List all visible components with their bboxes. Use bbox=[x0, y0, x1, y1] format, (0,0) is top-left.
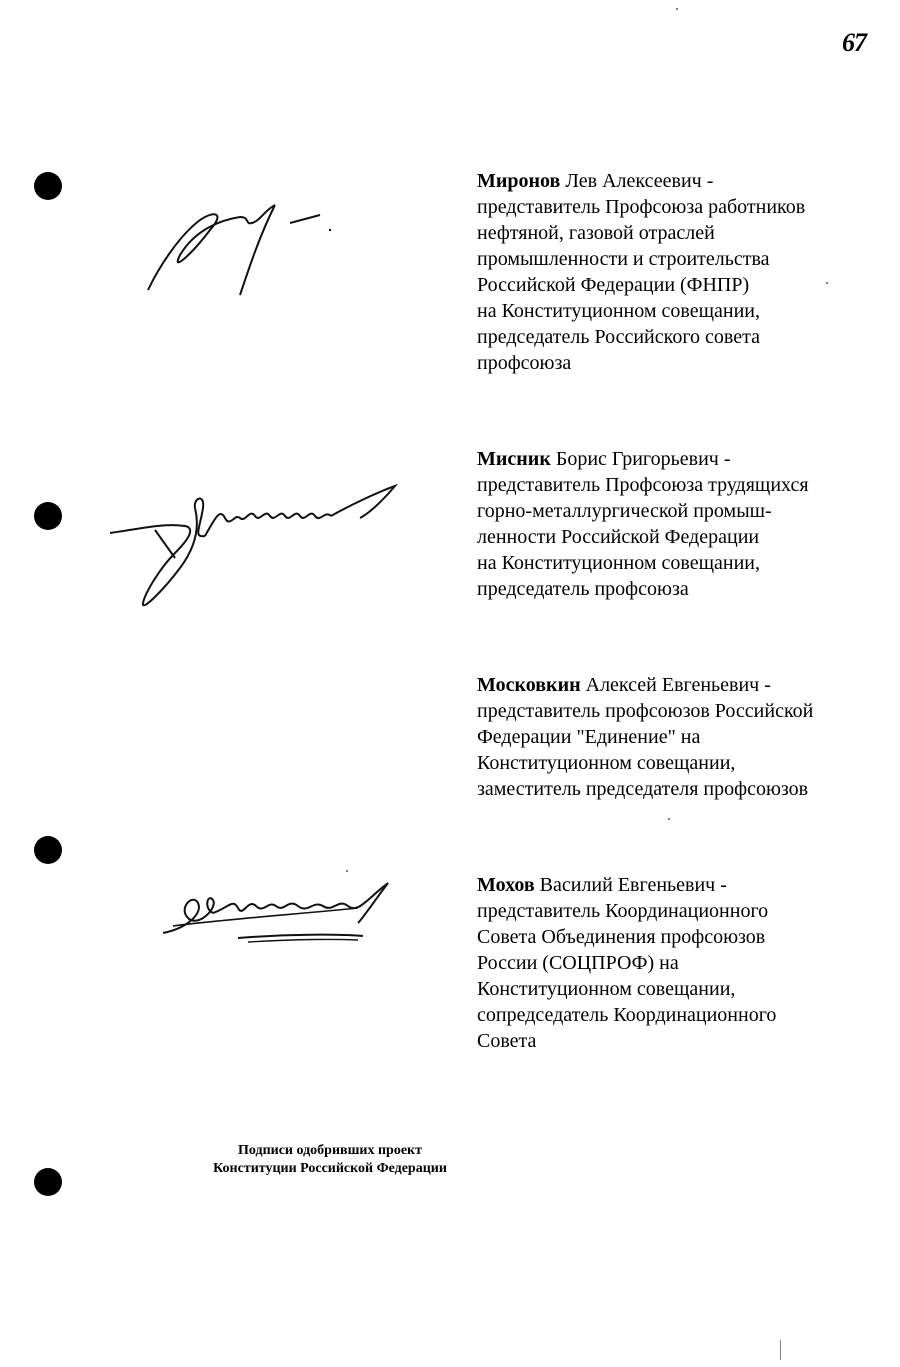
scan-speck bbox=[668, 818, 670, 820]
footer-line-1: Подписи одобривших проект bbox=[238, 1143, 422, 1158]
name-patronymic: Василий Евгеньевич - bbox=[539, 874, 727, 896]
signature-mironov bbox=[140, 195, 340, 300]
surname: Мохов bbox=[477, 874, 535, 896]
surname: Мисник bbox=[477, 448, 551, 470]
name-patronymic: Лев Алексеевич - bbox=[565, 170, 714, 192]
page-number: 67 bbox=[842, 28, 866, 57]
scan-speck bbox=[826, 282, 828, 284]
entry-heading bbox=[477, 168, 877, 194]
entry-heading bbox=[477, 672, 877, 698]
entry-line: представитель Профсоюза трудящихся bbox=[477, 474, 809, 496]
entry-line: горно-металлургической промыш- bbox=[477, 500, 772, 522]
binder-hole-3 bbox=[34, 836, 62, 864]
entry-line: председатель профсоюза bbox=[477, 578, 689, 600]
scan-margin-mark bbox=[780, 1340, 781, 1360]
entry-line: Совета bbox=[477, 1030, 537, 1052]
name-patronymic: Алексей Евгеньевич - bbox=[585, 674, 771, 696]
entry-line: Совета Объединения профсоюзов bbox=[477, 926, 766, 948]
entry-moskovkin bbox=[477, 672, 877, 802]
entry-line: нефтяной, газовой отраслей bbox=[477, 222, 715, 244]
entry-misnik bbox=[477, 446, 877, 602]
signature-mokhov bbox=[158, 878, 398, 948]
entry-line: Конституционном совещании, bbox=[477, 978, 736, 1000]
entry-line: председатель Российского совета bbox=[477, 326, 760, 348]
entry-line: представитель Координационного bbox=[477, 900, 769, 922]
entry-heading bbox=[477, 872, 877, 898]
entry-line: ленности Российской Федерации bbox=[477, 526, 760, 548]
entry-line: заместитель председателя профсоюзов bbox=[477, 778, 809, 800]
footer-caption bbox=[190, 1142, 470, 1178]
entry-line: на Конституционном совещании, bbox=[477, 552, 760, 574]
entry-line: Федерации "Единение" на bbox=[477, 726, 701, 748]
binder-hole-2 bbox=[34, 502, 62, 530]
entry-line: профсоюза bbox=[477, 352, 572, 374]
name-patronymic: Борис Григорьевич - bbox=[555, 448, 731, 470]
scan-speck bbox=[346, 870, 348, 872]
entry-line: представитель профсоюзов Российской bbox=[477, 700, 814, 722]
footer-line-2: Конституции Российской Федерации bbox=[213, 1161, 447, 1176]
scan-speck bbox=[676, 8, 678, 10]
entry-line: сопредседатель Координационного bbox=[477, 1004, 777, 1026]
entry-mokhov bbox=[477, 872, 877, 1054]
entry-line: России (СОЦПРОФ) на bbox=[477, 952, 679, 974]
binder-hole-4 bbox=[34, 1168, 62, 1196]
surname: Миронов bbox=[477, 170, 561, 192]
entry-mironov bbox=[477, 168, 877, 376]
surname: Московкин bbox=[477, 674, 581, 696]
signature-misnik bbox=[105, 478, 405, 608]
entry-heading bbox=[477, 446, 877, 472]
binder-hole-1 bbox=[34, 172, 62, 200]
entry-line: на Конституционном совещании, bbox=[477, 300, 760, 322]
entry-line: Российской Федерации (ФНПР) bbox=[477, 274, 750, 296]
entry-line: промышленности и строительства bbox=[477, 248, 770, 270]
entry-line: Конституционном совещании, bbox=[477, 752, 736, 774]
entry-line: представитель Профсоюза работников bbox=[477, 196, 806, 218]
